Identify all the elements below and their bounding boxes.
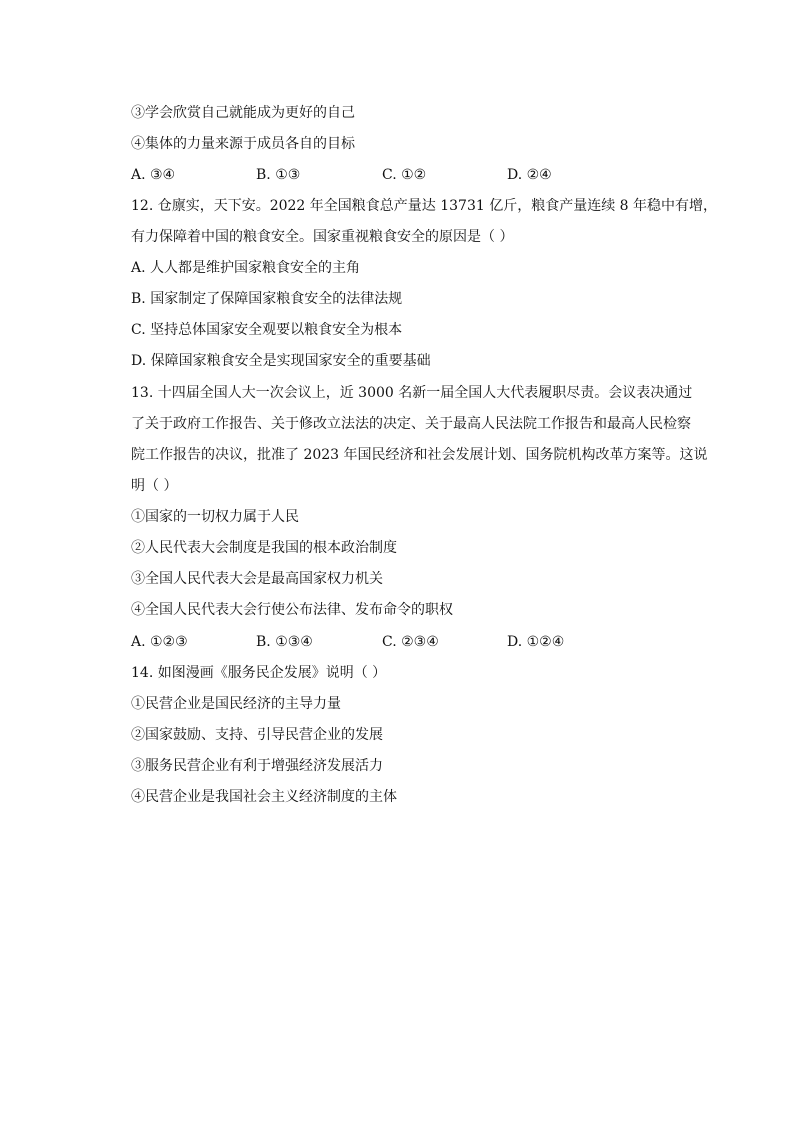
q11-options <box>131 165 651 185</box>
q13-options <box>131 632 651 652</box>
q14-stem: 14. 如图漫画《服务民企发展》说明（ ） <box>131 665 387 681</box>
q13-stem-line-3: 院工作报告的决议，批准了 2023 年国民经济和社会发展计划、国务院机构改革方案等。这说 <box>131 447 708 463</box>
q11-item-3: ③学会欣赏自己就能成为更好的自己 <box>131 105 355 121</box>
q13-item-2: ②人民代表大会制度是我国的根本政治制度 <box>131 540 397 556</box>
q13-item-4: ④全国人民代表大会行使公布法律、发布命令的职权 <box>131 602 453 618</box>
q13-option-a[interactable]: A. ①②③ <box>131 634 188 650</box>
q13-option-b[interactable]: B. ①③④ <box>256 634 313 650</box>
q14-item-2: ②国家鼓励、支持、引导民营企业的发展 <box>131 727 383 743</box>
q14-item-3: ③服务民营企业有利于增强经济发展活力 <box>131 758 383 774</box>
q13-item-1: ①国家的一切权力属于人民 <box>131 509 299 525</box>
q13-option-c[interactable]: C. ②③④ <box>382 634 439 650</box>
q12-option-b[interactable]: B. 国家制定了保障国家粮食安全的法律法规 <box>131 291 403 307</box>
q13-item-3: ③全国人民代表大会是最高国家权力机关 <box>131 571 383 587</box>
q13-stem-line-2: 了关于政府工作报告、关于修改立法法的决定、关于最高人民法院工作报告和最高人民检察 <box>131 416 691 432</box>
q12-option-a[interactable]: A. 人人都是维护国家粮食安全的主角 <box>131 260 361 276</box>
q11-item-4: ④集体的力量来源于成员各自的目标 <box>131 136 355 152</box>
q12-option-c[interactable]: C. 坚持总体国家安全观要以粮食安全为根本 <box>131 322 403 338</box>
q14-item-4: ④民营企业是我国社会主义经济制度的主体 <box>131 789 397 805</box>
q13-stem-line-1: 13. 十四届全国人大一次会议上，近 3000 名新一届全国人大代表履职尽责。会议表决通过 <box>131 385 693 401</box>
q12-stem-line-2: 有力保障着中国的粮食安全。国家重视粮食安全的原因是（ ） <box>131 229 514 245</box>
q12-option-d[interactable]: D. 保障国家粮食安全是实现国家安全的重要基础 <box>131 353 431 369</box>
q11-option-c[interactable]: C. ①② <box>382 167 427 183</box>
q14-item-1: ①民营企业是国民经济的主导力量 <box>131 696 341 712</box>
q13-option-d[interactable]: D. ①②④ <box>507 634 565 650</box>
q12-stem-line-1: 12. 仓廪实，天下安。2022 年全国粮食总产量达 13731 亿斤，粮食产量连续 8 年稳中有增， <box>131 198 718 214</box>
q13-stem-line-4: 明（ ） <box>131 478 178 494</box>
q11-option-a[interactable]: A. ③④ <box>131 167 176 183</box>
q11-option-d[interactable]: D. ②④ <box>507 167 552 183</box>
q11-option-b[interactable]: B. ①③ <box>256 167 301 183</box>
